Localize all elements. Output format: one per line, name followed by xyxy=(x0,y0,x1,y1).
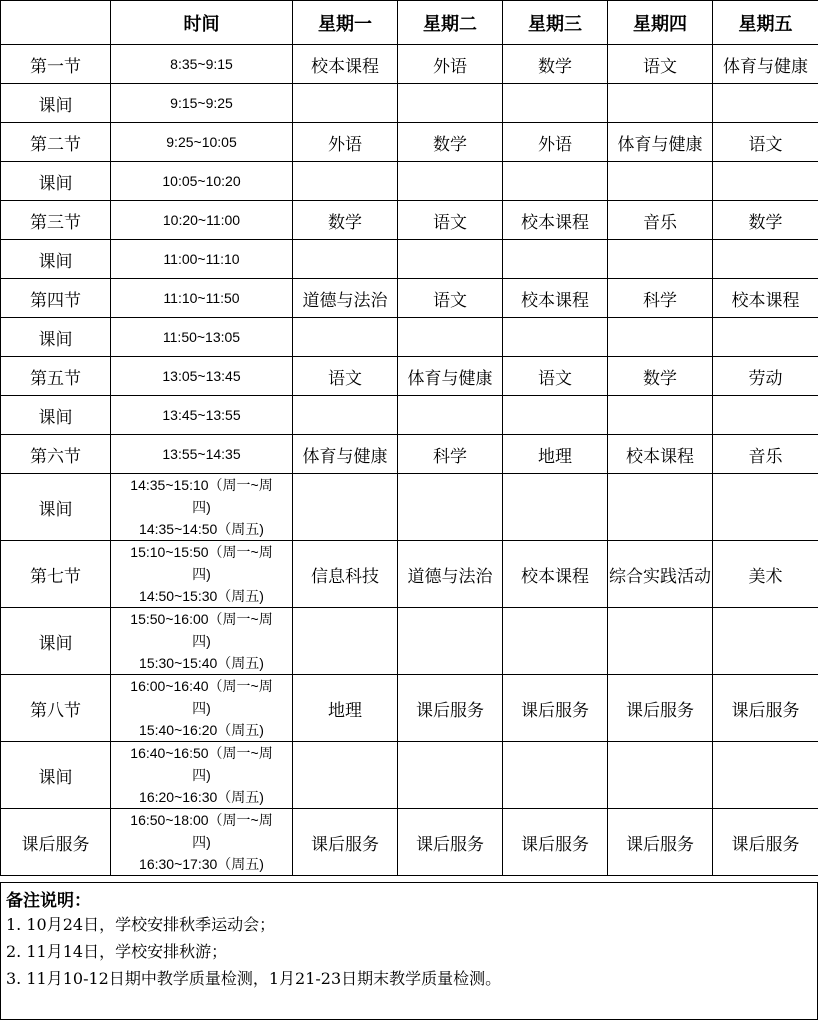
schedule-row xyxy=(1,84,818,123)
time-line: 四) xyxy=(192,499,211,515)
subject-cell: 语文 xyxy=(398,201,503,240)
subject-cell: 美术 xyxy=(713,541,818,608)
period-cell: 课后服务 xyxy=(1,809,111,876)
time-cell xyxy=(111,123,293,162)
period-cell: 第二节 xyxy=(1,123,111,162)
subject-cell: 综合实践活动 xyxy=(608,541,713,608)
period-cell: 第五节 xyxy=(1,357,111,396)
subject-cell: 体育与健康 xyxy=(713,45,818,84)
time-line: 15:10~15:50（周一~周 xyxy=(130,544,273,560)
time-line: 15:30~15:40（周五) xyxy=(139,655,264,671)
subject-cell xyxy=(713,608,818,675)
time-cell xyxy=(111,318,293,357)
period-cell: 课间 xyxy=(1,318,111,357)
time-line: 15:50~16:00（周一~周 xyxy=(130,611,273,627)
subject-cell xyxy=(398,240,503,279)
subject-cell xyxy=(503,162,608,201)
time-line: 11:10~11:50 xyxy=(163,290,240,306)
time-line: 13:45~13:55 xyxy=(162,407,241,423)
note-item-2: 2. 11月14日，学校安排秋游； xyxy=(6,942,228,961)
subject-cell: 外语 xyxy=(293,123,398,162)
subject-cell: 信息科技 xyxy=(293,541,398,608)
subject-cell xyxy=(608,396,713,435)
subject-cell: 体育与健康 xyxy=(398,357,503,396)
time-cell xyxy=(111,240,293,279)
time-cell xyxy=(111,279,293,318)
notes-title: 备注说明： xyxy=(6,891,91,911)
time-line: 四) xyxy=(192,834,211,850)
time-line: 16:40~16:50（周一~周 xyxy=(130,745,273,761)
subject-cell: 数学 xyxy=(293,201,398,240)
time-line: 四) xyxy=(192,700,211,716)
time-line: 8:35~9:15 xyxy=(170,56,233,72)
period-cell: 课间 xyxy=(1,162,111,201)
subject-cell: 数学 xyxy=(398,123,503,162)
subject-cell xyxy=(713,742,818,809)
subject-cell: 体育与健康 xyxy=(608,123,713,162)
time-line: 10:05~10:20 xyxy=(162,173,241,189)
subject-cell: 课后服务 xyxy=(398,809,503,876)
subject-cell xyxy=(293,396,398,435)
period-cell: 第一节 xyxy=(1,45,111,84)
schedule-row xyxy=(1,240,818,279)
subject-cell: 校本课程 xyxy=(503,279,608,318)
header-day-wed: 星期三 xyxy=(503,1,608,45)
time-cell xyxy=(111,84,293,123)
header-row xyxy=(1,1,818,45)
period-cell: 第三节 xyxy=(1,201,111,240)
subject-cell xyxy=(398,318,503,357)
subject-cell xyxy=(608,742,713,809)
subject-cell: 道德与法治 xyxy=(398,541,503,608)
subject-cell: 科学 xyxy=(398,435,503,474)
subject-cell: 课后服务 xyxy=(503,675,608,742)
subject-cell xyxy=(503,742,608,809)
time-line: 15:40~16:20（周五) xyxy=(139,722,264,738)
subject-cell: 数学 xyxy=(713,201,818,240)
subject-cell xyxy=(293,742,398,809)
time-line: 11:50~13:05 xyxy=(162,329,241,345)
schedule-row xyxy=(1,396,818,435)
subject-cell: 道德与法治 xyxy=(293,279,398,318)
subject-cell xyxy=(293,608,398,675)
subject-cell xyxy=(713,318,818,357)
subject-cell: 科学 xyxy=(608,279,713,318)
subject-cell xyxy=(608,474,713,541)
header-time: 时间 xyxy=(111,1,293,45)
subject-cell: 语文 xyxy=(293,357,398,396)
time-line: 四) xyxy=(192,566,211,582)
subject-cell xyxy=(503,84,608,123)
period-cell: 课间 xyxy=(1,240,111,279)
time-line: 9:15~9:25 xyxy=(170,95,233,111)
subject-cell: 课后服务 xyxy=(608,809,713,876)
time-cell xyxy=(111,541,293,608)
schedule-row xyxy=(1,474,818,541)
subject-cell xyxy=(398,608,503,675)
subject-cell xyxy=(608,162,713,201)
schedule-row xyxy=(1,675,818,742)
header-corner-cell xyxy=(1,1,111,45)
time-line: 10:20~11:00 xyxy=(162,212,241,228)
schedule-row xyxy=(1,201,818,240)
subject-cell: 劳动 xyxy=(713,357,818,396)
subject-cell: 数学 xyxy=(503,45,608,84)
subject-cell: 地理 xyxy=(503,435,608,474)
subject-cell xyxy=(503,240,608,279)
subject-cell: 课后服务 xyxy=(713,675,818,742)
subject-cell: 课后服务 xyxy=(608,675,713,742)
subject-cell xyxy=(398,742,503,809)
header-day-tue: 星期二 xyxy=(398,1,503,45)
subject-cell: 课后服务 xyxy=(503,809,608,876)
schedule-row xyxy=(1,809,818,876)
subject-cell: 语文 xyxy=(713,123,818,162)
time-line: 14:35~15:10（周一~周 xyxy=(130,477,273,493)
time-cell xyxy=(111,608,293,675)
time-line: 13:05~13:45 xyxy=(162,368,241,384)
subject-cell xyxy=(398,474,503,541)
schedule-row xyxy=(1,279,818,318)
time-line: 四) xyxy=(192,767,211,783)
subject-cell: 校本课程 xyxy=(608,435,713,474)
header-day-mon: 星期一 xyxy=(293,1,398,45)
subject-cell: 课后服务 xyxy=(293,809,398,876)
time-cell xyxy=(111,742,293,809)
schedule-row xyxy=(1,541,818,608)
subject-cell: 校本课程 xyxy=(713,279,818,318)
period-cell: 课间 xyxy=(1,742,111,809)
subject-cell: 外语 xyxy=(503,123,608,162)
subject-cell: 音乐 xyxy=(713,435,818,474)
subject-cell xyxy=(713,162,818,201)
subject-cell xyxy=(608,84,713,123)
time-cell xyxy=(111,162,293,201)
subject-cell: 课后服务 xyxy=(713,809,818,876)
time-cell xyxy=(111,809,293,876)
time-cell xyxy=(111,357,293,396)
time-cell xyxy=(111,435,293,474)
time-line: 16:20~16:30（周五) xyxy=(139,789,264,805)
subject-cell: 课后服务 xyxy=(398,675,503,742)
period-cell: 课间 xyxy=(1,84,111,123)
subject-cell xyxy=(713,474,818,541)
period-cell: 课间 xyxy=(1,396,111,435)
time-line: 11:00~11:10 xyxy=(163,251,240,267)
subject-cell xyxy=(608,240,713,279)
subject-cell xyxy=(503,608,608,675)
subject-cell: 语文 xyxy=(398,279,503,318)
time-line: 14:35~14:50（周五) xyxy=(139,521,264,537)
schedule-row xyxy=(1,45,818,84)
subject-cell xyxy=(293,474,398,541)
subject-cell: 体育与健康 xyxy=(293,435,398,474)
subject-cell: 校本课程 xyxy=(503,201,608,240)
header-day-fri: 星期五 xyxy=(713,1,818,45)
schedule-row xyxy=(1,435,818,474)
time-cell xyxy=(111,201,293,240)
note-item-3: 3. 11月10-12日期中教学质量检测，1月21-23日期末教学质量检测。 xyxy=(6,969,502,988)
period-cell: 课间 xyxy=(1,608,111,675)
subject-cell xyxy=(293,84,398,123)
schedule-row xyxy=(1,318,818,357)
time-line: 9:25~10:05 xyxy=(166,134,237,150)
time-cell xyxy=(111,396,293,435)
period-cell: 第四节 xyxy=(1,279,111,318)
time-line: 16:30~17:30（周五) xyxy=(139,856,264,872)
subject-cell xyxy=(713,240,818,279)
subject-cell xyxy=(608,318,713,357)
period-cell: 第七节 xyxy=(1,541,111,608)
subject-cell: 校本课程 xyxy=(503,541,608,608)
subject-cell xyxy=(503,474,608,541)
subject-cell: 地理 xyxy=(293,675,398,742)
subject-cell: 音乐 xyxy=(608,201,713,240)
time-cell xyxy=(111,45,293,84)
notes-section xyxy=(0,882,818,1020)
time-cell xyxy=(111,474,293,541)
subject-cell xyxy=(293,318,398,357)
subject-cell xyxy=(608,608,713,675)
time-line: 16:00~16:40（周一~周 xyxy=(130,678,273,694)
subject-cell xyxy=(398,162,503,201)
subject-cell: 语文 xyxy=(608,45,713,84)
subject-cell xyxy=(398,84,503,123)
schedule-row xyxy=(1,162,818,201)
schedule-row xyxy=(1,742,818,809)
schedule-row xyxy=(1,357,818,396)
subject-cell xyxy=(503,318,608,357)
time-line: 四) xyxy=(192,633,211,649)
header-day-thu: 星期四 xyxy=(608,1,713,45)
time-line: 13:55~14:35 xyxy=(162,446,241,462)
subject-cell xyxy=(293,162,398,201)
subject-cell: 外语 xyxy=(398,45,503,84)
period-cell: 第六节 xyxy=(1,435,111,474)
subject-cell xyxy=(713,84,818,123)
time-cell xyxy=(111,675,293,742)
note-item-1: 1. 10月24日，学校安排秋季运动会； xyxy=(6,915,276,934)
schedule-row xyxy=(1,123,818,162)
subject-cell: 语文 xyxy=(503,357,608,396)
time-line: 14:50~15:30（周五) xyxy=(139,588,264,604)
subject-cell xyxy=(713,396,818,435)
time-line: 16:50~18:00（周一~周 xyxy=(130,812,273,828)
period-cell: 第八节 xyxy=(1,675,111,742)
period-cell: 课间 xyxy=(1,474,111,541)
subject-cell xyxy=(398,396,503,435)
schedule-row xyxy=(1,608,818,675)
subject-cell: 数学 xyxy=(608,357,713,396)
subject-cell: 校本课程 xyxy=(293,45,398,84)
subject-cell xyxy=(293,240,398,279)
subject-cell xyxy=(503,396,608,435)
